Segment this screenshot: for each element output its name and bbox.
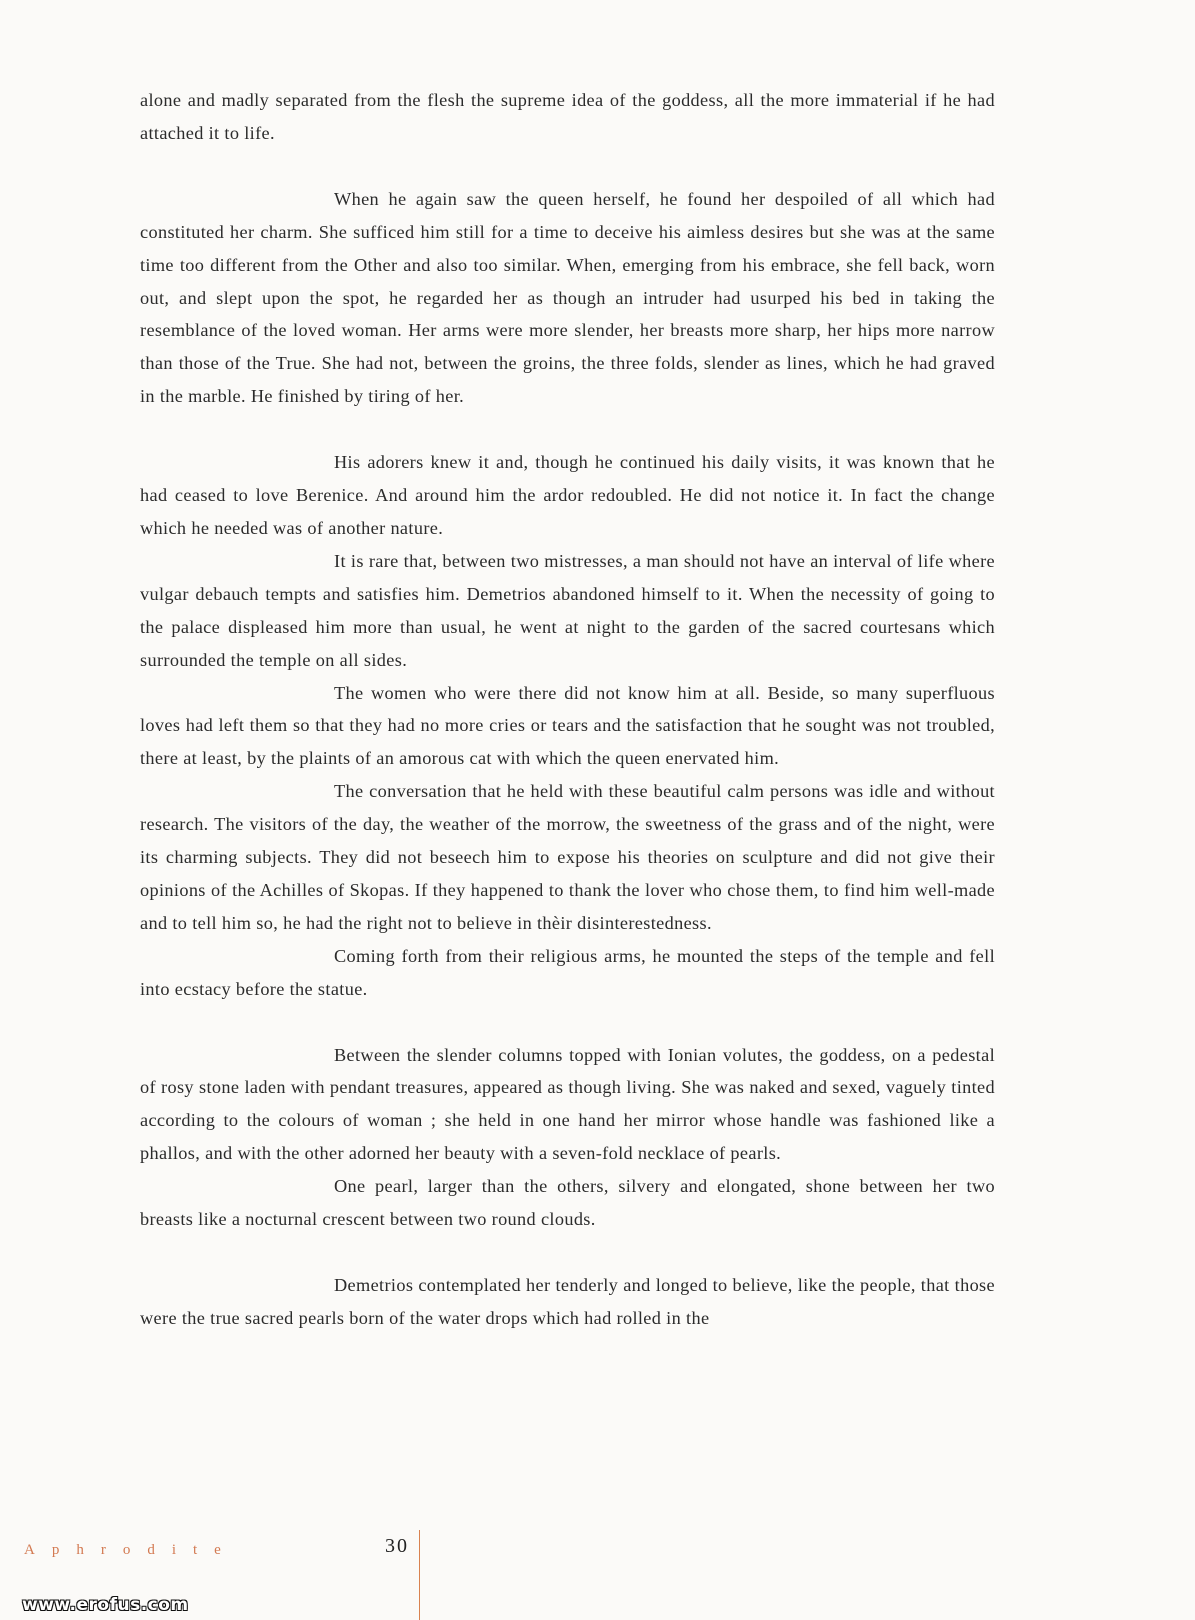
paragraph-4: It is rare that, between two mistresses, a man should not have an interval of life where vulgar debauch tempts and satisfies him. Demetrios abandoned himself to it. When the necessity of going to the palace displeased him more than usual, he went at night to the garden of the sacred courtesans which surrounded the temple on all sides. (140, 550, 995, 670)
paragraph-8: Between the slender columns topped with Ionian volutes, the goddess, on a pedestal of rosy stone laden with pendant treasures, appeared as though living. She was naked and sexed, vaguely tinted according to the colours of woman ; she held in one hand her mirror whose handle was fashioned like a phallos, and with the other adorned her beauty with a seven-fold necklace of pearls. (140, 1044, 995, 1164)
paragraph-6: The conversation that he held with these beautiful calm persons was idle and without research. The visitors of the day, the weather of the morrow, the sweetness of the grass and of the night, were its charming subjects. They did not beseech him to expose his theories on sculpture and did not give their opinions of the Achilles of Skopas. If they happened to thank the lover who chose them, to find him well-made and to tell him so, he had the right not to believe in thèir disinterestedness. (140, 781, 995, 933)
paragraph-5: The women who were there did not know him at all. Beside, so many superfluous loves had left them so that they had no more cries or tears and the satisfaction that he sought was not troubled, there at least, by the plaints of an amorous cat with which the queen enervated him. (140, 682, 995, 769)
body-text (140, 84, 995, 1335)
running-title: Aphrodite (24, 1542, 238, 1558)
paragraph-7: Coming forth from their religious arms, he mounted the steps of the temple and fell into ecstacy before the statue. (140, 945, 995, 999)
paragraph-3: His adorers knew it and, though he continued his daily visits, it was known that he had ceased to love Berenice. And around him the ardor redoubled. He did not notice it. In fact the change which he needed was of another nature. (140, 452, 995, 538)
page-number: 30 (385, 1535, 409, 1557)
paragraph-2: When he again saw the queen herself, he found her despoiled of all which had constituted her charm. She sufficed him still for a time to deceive his aimless desires but she was at the same time too different from the Other and also too similar. When, emerging from his embrace, she fell back, worn out, and slept upon the spot, he regarded her as though an intruder had usurped his bed in taking the resemblance of the loved woman. Her arms were more slender, her breasts more sharp, her hips more narrow than those of the True. She had not, between the groins, the three folds, slender as lines, which he had graved in the marble. He finished by tiring of her. (140, 188, 995, 407)
watermark: www.erofus.com (22, 1595, 189, 1615)
paragraph-1: alone and madly separated from the flesh the supreme idea of the goddess, all the more immaterial if he had attached it to life. (140, 90, 995, 143)
folio-divider (419, 1530, 420, 1620)
paragraph-9: One pearl, larger than the others, silvery and elongated, shone between her two breasts like a nocturnal crescent between two round clouds. (140, 1176, 995, 1230)
paragraph-10: Demetrios contemplated her tenderly and longed to believe, like the people, that those were the true sacred pearls born of the water drops which had rolled in the (140, 1275, 995, 1328)
